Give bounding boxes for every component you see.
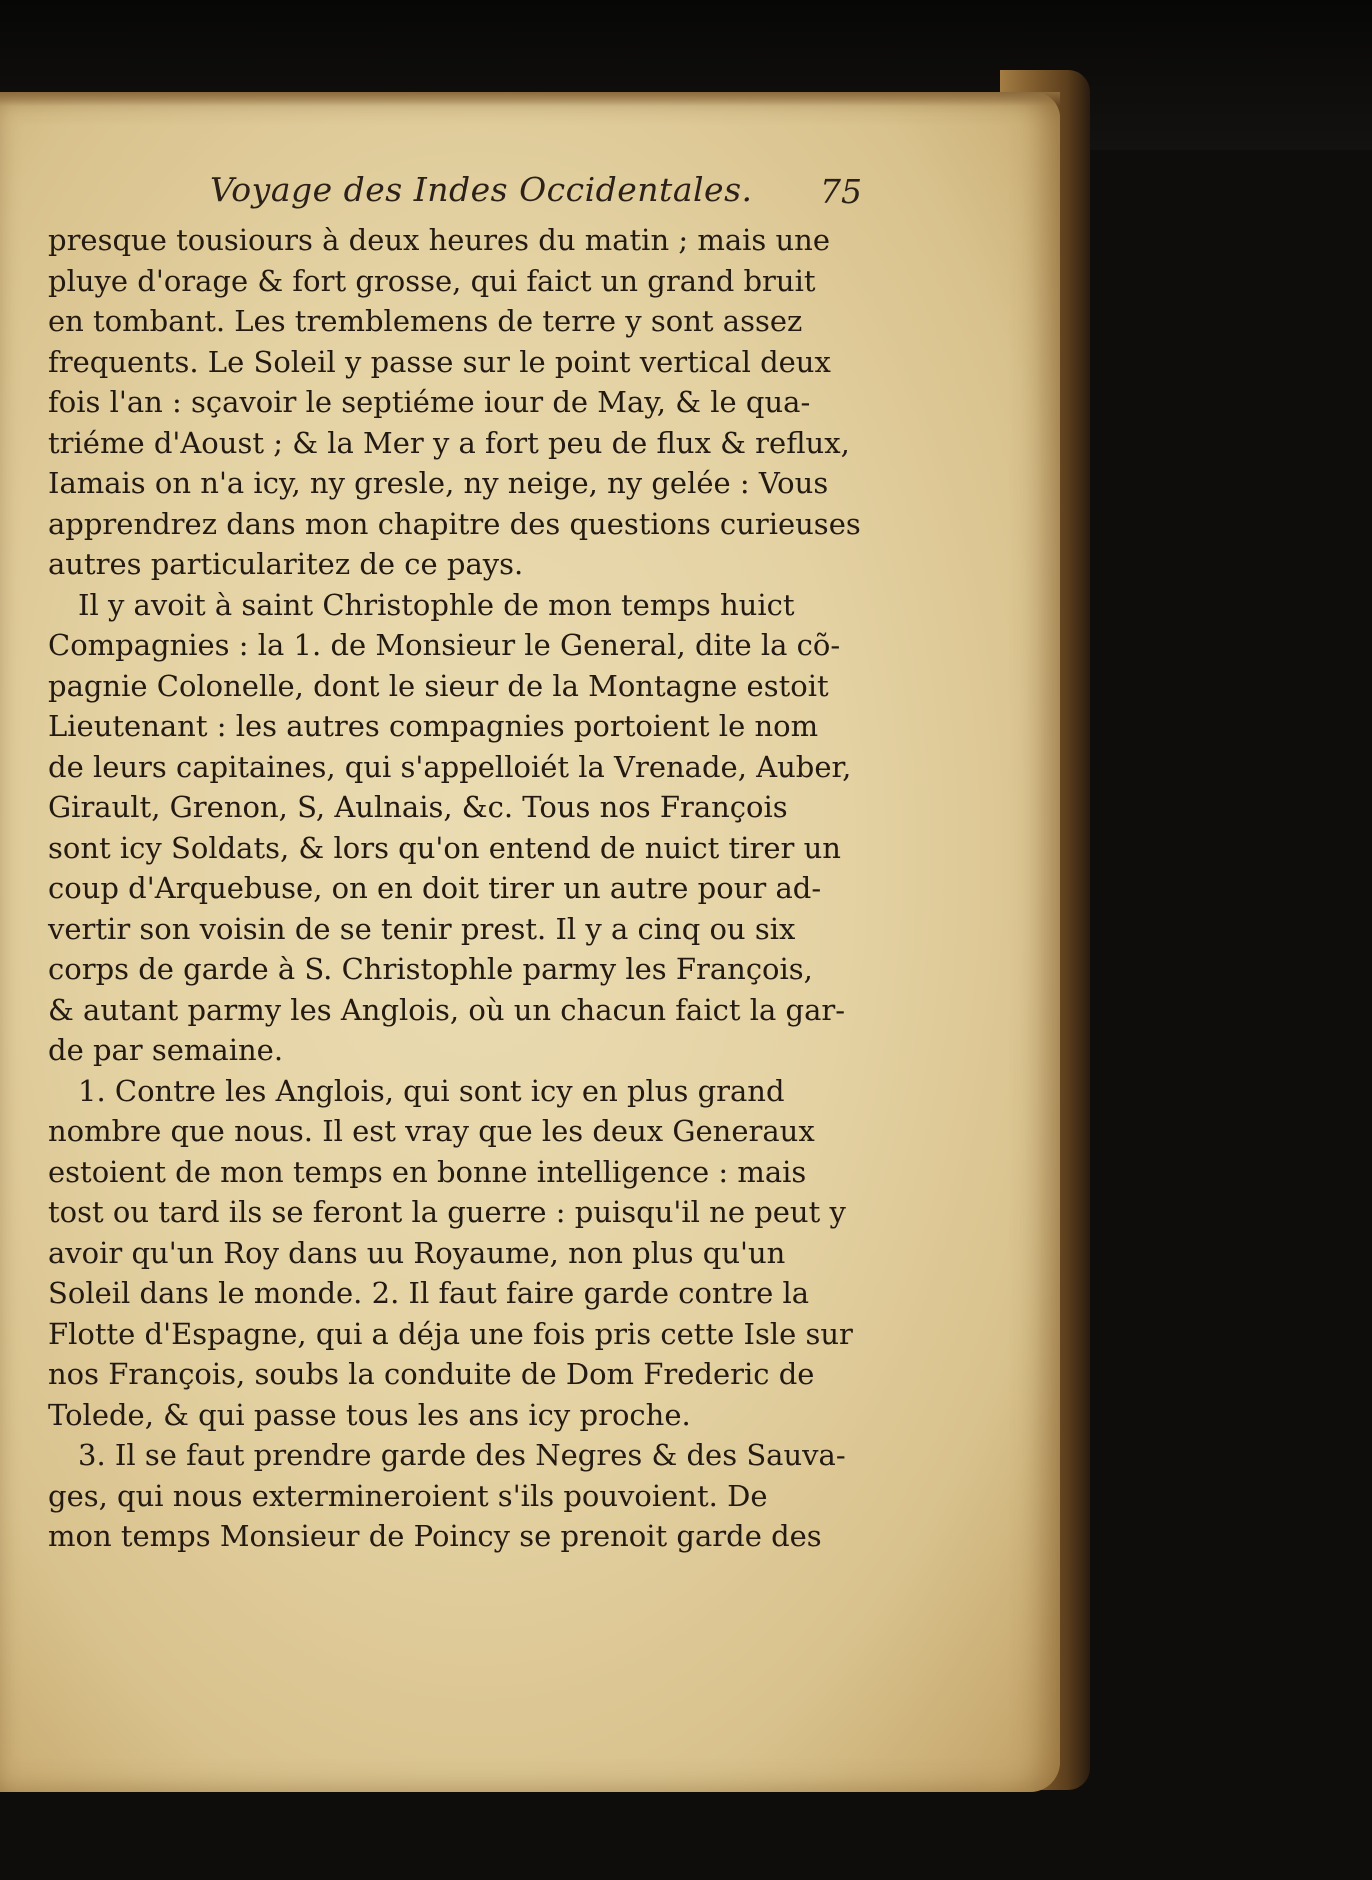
text-line: & autant parmy les Anglois, où un chacun faict la gar- [48,992,846,1027]
text-line: mon temps Monsieur de Poincy se prenoit garde des [48,1519,822,1553]
text-line: pagnie Colonelle, dont le sieur de la Montagne estoit [48,668,829,703]
text-line: Compagnies : la 1. de Monsieur le General, dite la cõ- [48,628,841,662]
paragraph-start-line: Il y avoit à saint Christophle de mon temps huict [78,587,795,622]
running-head [0,170,1000,220]
text-line: vertir son voisin de se tenir prest. Il y a cinq ou six [48,911,796,946]
text-line: apprendrez dans mon chapitre des questions curieuses [48,506,861,541]
text-line: nombre que nous. Il est vray que les deux Generaux [48,1114,815,1148]
text-line: Flotte d'Espagne, qui a déja une fois pris cette Isle sur [48,1316,853,1351]
text-line: autres particularitez de ce pays. [48,547,524,581]
text-line: Iamais on n'a icy, ny gresle, ny neige, ny gelée : Vous [48,466,829,500]
running-title: Voyage des Indes Occidentales. [210,170,753,209]
text-line: de leurs capitaines, qui s'appelloiét la Vrenade, Auber, [48,749,852,784]
text-line: avoir qu'un Roy dans uu Royaume, non plus qu'un [48,1235,786,1270]
text-line: pluye d'orage & fort grosse, qui faict un grand bruit [48,263,816,298]
page-top-edge [0,92,1060,106]
body-text [48,220,878,1557]
text-line: triéme d'Aoust ; & la Mer y a fort peu de flux & reflux, [48,425,850,460]
book-page [0,92,1060,1792]
text-line: presque tousiours à deux heures du matin ; mais une [48,223,831,257]
text-line: corps de garde à S. Christophle parmy les François, [48,952,813,986]
text-line: estoient de mon temps en bonne intelligence : mais [48,1154,807,1189]
page-number: 75 [820,172,862,211]
paragraph-start-line: 1. Contre les Anglois, qui sont icy en plus grand [78,1073,785,1108]
text-line: Soleil dans le monde. 2. Il faut faire garde contre la [48,1276,810,1310]
text-line: en tombant. Les tremblemens de terre y sont assez [48,304,803,338]
text-line: tost ou tard ils se feront la guerre : puisqu'il ne peut y [48,1195,846,1229]
text-line: Tolede, & qui passe tous les ans icy proche. [48,1397,691,1432]
text-line: nos François, soubs la conduite de Dom Frederic de [48,1357,815,1391]
text-line: sont icy Soldats, & lors qu'on entend de nuict tirer un [48,830,841,865]
text-line: frequents. Le Soleil y passe sur le point vertical deux [48,344,831,379]
text-line: Lieutenant : les autres compagnies portoient le nom [48,709,819,743]
text-line: ges, qui nous extermineroient s'ils pouvoient. De [48,1478,768,1513]
text-line: coup d'Arquebuse, on en doit tirer un autre pour ad- [48,871,822,905]
text-line: de par semaine. [48,1033,284,1067]
text-line: fois l'an : sçavoir le septiéme iour de May, & le qua- [48,385,811,419]
paragraph-start-line: 3. Il se faut prendre garde des Negres & des Sauva- [78,1438,846,1472]
text-line: Girault, Grenon, S, Aulnais, &c. Tous nos François [48,790,788,824]
